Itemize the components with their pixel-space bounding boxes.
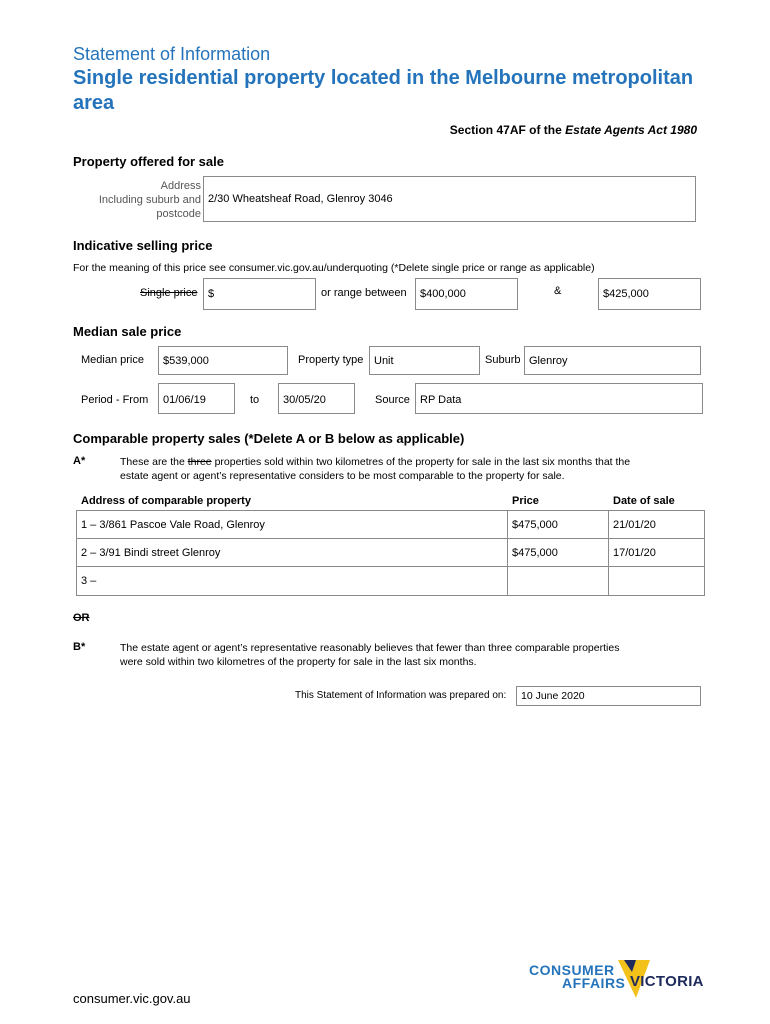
- prepared-date-field[interactable]: 10 June 2020: [516, 686, 701, 706]
- act-prefix: Section 47AF of the: [449, 123, 566, 137]
- col-date-header: Date of sale: [613, 495, 675, 507]
- act-reference: [450, 123, 697, 137]
- median-price-label: Median price: [81, 354, 144, 366]
- suburb-label: Suburb: [485, 354, 521, 366]
- comparable-heading: Comparable property sales (*Delete A or B below as applicable): [73, 431, 465, 446]
- address-field[interactable]: 2/30 Wheatsheaf Road, Glenroy 3046: [203, 176, 696, 222]
- address-label-line2: Including suburb and: [98, 194, 201, 206]
- suburb-field[interactable]: Glenroy: [524, 346, 701, 375]
- option-a-text-line2: estate agent or agent’s representative considers to be most comparable to the property for sale.: [120, 470, 565, 482]
- act-name: Estate Agents Act 1980: [565, 123, 697, 137]
- option-a-text-post: properties sold within two kilometres of the property for sale in the last six months that the: [211, 456, 631, 468]
- range-high-field[interactable]: $425,000: [598, 278, 701, 310]
- consumer-affairs-victoria-logo: [526, 958, 706, 1008]
- logo-line-affairs: AFFAIRS: [562, 975, 626, 991]
- statement-heading: Statement of Information: [73, 44, 271, 64]
- row-date-cell[interactable]: [608, 566, 705, 596]
- option-b-text-line2: were sold within two kilometres of the property for sale in the last six months.: [120, 656, 477, 668]
- range-label: or range between: [321, 287, 407, 299]
- single-price-field[interactable]: $: [203, 278, 316, 310]
- col-price-header: Price: [512, 495, 539, 507]
- source-field[interactable]: RP Data: [415, 383, 703, 414]
- address-label: [73, 179, 201, 221]
- option-b-label: B*: [73, 641, 86, 653]
- col-address-header: Address of comparable property: [81, 495, 251, 507]
- property-type-label: Property type: [298, 354, 364, 366]
- option-a-text-pre: These are the: [120, 456, 188, 468]
- property-type-field[interactable]: Unit: [369, 346, 480, 375]
- indicative-heading: Indicative selling price: [73, 238, 213, 253]
- row-address-cell[interactable]: 3 –: [76, 566, 508, 596]
- row-address-cell[interactable]: 2 – 3/91 Bindi street Glenroy: [76, 538, 508, 567]
- period-to-field[interactable]: 30/05/20: [278, 383, 355, 414]
- median-heading: Median sale price: [73, 324, 182, 339]
- or-label: OR: [73, 612, 90, 624]
- footer-url[interactable]: consumer.vic.gov.au: [73, 991, 191, 1006]
- period-from-field[interactable]: 01/06/19: [158, 383, 235, 414]
- period-to-label: to: [250, 394, 260, 406]
- address-label-line3: postcode: [156, 208, 201, 220]
- option-a-label: A*: [73, 455, 86, 467]
- period-from-label: Period - From: [81, 394, 149, 406]
- row-price-cell[interactable]: $475,000: [507, 538, 609, 567]
- row-address-cell[interactable]: 1 – 3/861 Pascoe Vale Road, Glenroy: [76, 510, 508, 539]
- row-date-cell[interactable]: 21/01/20: [608, 510, 705, 539]
- prepared-label: This Statement of Information was prepared on:: [295, 690, 507, 701]
- row-date-cell[interactable]: 17/01/20: [608, 538, 705, 567]
- row-price-cell[interactable]: [507, 566, 609, 596]
- logo-line-victoria: VICTORIA: [630, 973, 704, 990]
- range-low-field[interactable]: $400,000: [415, 278, 518, 310]
- address-label-line1: Address: [160, 180, 201, 192]
- property-heading: Property offered for sale: [73, 154, 224, 169]
- document-title: Single residential property located in the Melbourne metropolitan area: [73, 67, 694, 114]
- option-b-text-line1: The estate agent or agent’s representative reasonably believes that fewer than three comparable properties: [120, 642, 620, 654]
- option-a-text: [120, 455, 700, 483]
- row-price-cell[interactable]: $475,000: [507, 510, 609, 539]
- indicative-note: For the meaning of this price see consumer.vic.gov.au/underquoting (*Delete single price or range as applicable): [73, 262, 595, 274]
- range-ampersand: &: [554, 285, 562, 297]
- logo-line-consumer: CONSUMER: [529, 962, 615, 978]
- option-a-text-strike: three: [187, 456, 212, 468]
- option-b-text: [120, 641, 700, 669]
- single-price-label: Single price: [140, 287, 198, 299]
- median-price-field[interactable]: $539,000: [158, 346, 288, 375]
- source-label: Source: [375, 394, 410, 406]
